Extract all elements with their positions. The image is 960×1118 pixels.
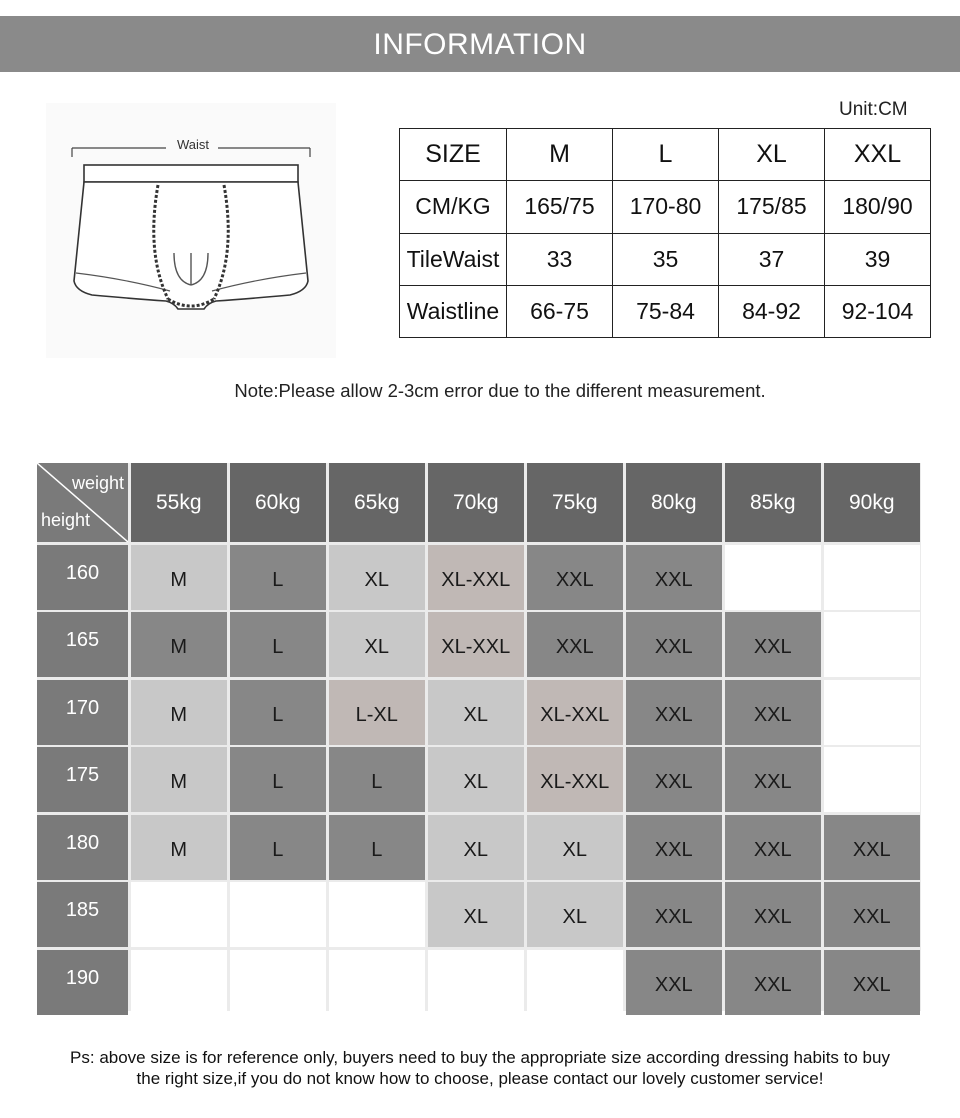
size-cell [527, 545, 624, 610]
size-row-cmkg [400, 181, 931, 233]
size-cell-label: XXL [654, 771, 693, 793]
size-cell-label: XL [463, 906, 488, 928]
size-header-row [400, 129, 931, 181]
corner-weight-label: weight [71, 473, 124, 493]
weight-column-header: 65kg [329, 463, 426, 542]
size-cell [527, 680, 624, 745]
size-cell-label: L [272, 703, 284, 726]
size-cell-label: L [371, 771, 383, 793]
size-cell [824, 815, 921, 880]
empty-cell [824, 612, 921, 677]
size-cell-label: L [272, 771, 284, 793]
empty-cell [329, 950, 426, 1015]
size-header-cell: XXL [825, 129, 931, 181]
empty-cell [230, 882, 327, 947]
size-cell [329, 545, 426, 610]
size-cell-label: XL-XXL [441, 568, 511, 591]
size-cell [824, 882, 921, 947]
height-row-header: 185 [37, 882, 128, 947]
row-label: Waistline [400, 285, 507, 337]
size-header-cell: L [613, 129, 719, 181]
table-cell: 35 [613, 233, 719, 285]
size-cell [428, 747, 525, 812]
unit-label: Unit:CM [839, 99, 908, 120]
size-cell-label: L [272, 838, 284, 861]
weight-column-header: 75kg [527, 463, 624, 542]
size-header-cell: SIZE [400, 129, 507, 181]
size-cell-label: XXL [852, 906, 891, 928]
size-cell [131, 680, 228, 745]
size-cell [725, 950, 822, 1015]
corner-header [37, 463, 128, 542]
height-row-header: 170 [37, 680, 128, 745]
size-cell [626, 545, 723, 610]
footer-line-1: Ps: above size is for reference only, buyers need to buy the appropriate size according dressing habits to buy [70, 1048, 890, 1067]
size-cell-label: XXL [654, 568, 693, 591]
size-cell-label: XXL [654, 838, 693, 861]
empty-cell [824, 747, 921, 812]
size-row-waistline [400, 285, 931, 337]
empty-cell [329, 882, 426, 947]
size-cell-label: M [170, 568, 188, 591]
boxer-brief-diagram [46, 103, 336, 358]
size-cell [725, 747, 822, 812]
size-cell [824, 950, 921, 1015]
size-cell [230, 747, 327, 812]
size-cell-label: XXL [852, 838, 891, 861]
height-row-header: 165 [37, 612, 128, 677]
height-row-header: 160 [37, 545, 128, 610]
waist-label: Waist [170, 137, 216, 152]
size-cell-label: L [272, 636, 284, 658]
size-cell [230, 612, 327, 677]
size-cell-label: XL-XXL [540, 771, 610, 793]
size-cell [626, 950, 723, 1015]
size-cell-label: XXL [753, 973, 792, 996]
footer-disclaimer [20, 1047, 940, 1089]
weight-column-header: 70kg [428, 463, 525, 542]
size-cell-label: XXL [555, 636, 594, 658]
size-cell [725, 815, 822, 880]
empty-cell [131, 950, 228, 1015]
size-cell-label: M [170, 636, 188, 658]
size-cell-label: XL-XXL [441, 636, 511, 658]
size-cell [329, 612, 426, 677]
size-cell [329, 815, 426, 880]
size-cell-label: XL [463, 703, 488, 726]
size-cell-label: XL [463, 838, 488, 861]
size-cell-label: XXL [654, 703, 693, 726]
row-label: CM/KG [400, 181, 507, 233]
size-cell-label: XXL [753, 703, 792, 726]
size-header-cell: XL [719, 129, 825, 181]
size-cell [230, 680, 327, 745]
size-cell [527, 747, 624, 812]
footer-line-2: the right size,if you do not know how to choose, please contact our lovely customer service! [136, 1069, 824, 1088]
size-cell [725, 882, 822, 947]
height-row-header: 180 [37, 815, 128, 880]
size-cell-label: M [170, 771, 188, 793]
size-cell [527, 882, 624, 947]
size-cell [626, 882, 723, 947]
size-cell [626, 747, 723, 812]
size-cell [428, 545, 525, 610]
empty-cell [428, 950, 525, 1015]
table-cell: 175/85 [719, 181, 825, 233]
empty-cell [131, 882, 228, 947]
size-cell [131, 612, 228, 677]
size-cell-label: XXL [654, 973, 693, 996]
size-cell-label: M [170, 838, 188, 861]
size-cell [527, 815, 624, 880]
size-cell-label: XXL [654, 636, 693, 658]
size-cell-label: XL [463, 771, 488, 793]
table-cell: 33 [507, 233, 613, 285]
size-cell-label: XL [364, 568, 389, 591]
weight-column-header: 90kg [824, 463, 921, 542]
size-cell-label: M [170, 703, 188, 726]
size-cell-label: XXL [753, 906, 792, 928]
size-cell [230, 545, 327, 610]
weight-column-header: 80kg [626, 463, 723, 542]
size-row-tilewaist [400, 233, 931, 285]
size-cell [626, 680, 723, 745]
size-cell [527, 612, 624, 677]
table-cell: 170-80 [613, 181, 719, 233]
size-cell [428, 882, 525, 947]
size-cell [230, 815, 327, 880]
size-cell [329, 680, 426, 745]
size-cell-label: XXL [753, 838, 792, 861]
size-cell-label: L [272, 568, 284, 591]
size-cell [725, 612, 822, 677]
size-cell-label: XXL [753, 771, 792, 793]
height-weight-size-chart [37, 463, 921, 1011]
size-cell-label: XL-XXL [540, 703, 610, 726]
table-cell: 84-92 [719, 285, 825, 337]
weight-column-header: 85kg [725, 463, 822, 542]
size-cell-label: XL [562, 906, 587, 928]
size-cell [428, 680, 525, 745]
size-cell-label: L-XL [355, 703, 398, 726]
size-cell [131, 545, 228, 610]
weight-column-header: 55kg [131, 463, 228, 542]
size-cell [428, 612, 525, 677]
size-header-cell: M [507, 129, 613, 181]
empty-cell [824, 680, 921, 745]
measurement-note: Note:Please allow 2-3cm error due to the different measurement. [234, 380, 766, 401]
row-label: TileWaist [400, 233, 507, 285]
size-cell [626, 815, 723, 880]
empty-cell [230, 950, 327, 1015]
size-cell [428, 815, 525, 880]
size-cell-label: XXL [753, 636, 792, 658]
height-row-header: 190 [37, 950, 128, 1015]
size-cell-label: XXL [654, 906, 693, 928]
table-cell: 180/90 [825, 181, 931, 233]
size-cell [725, 680, 822, 745]
size-cell-label: XXL [852, 973, 891, 996]
size-cell-label: XXL [555, 568, 594, 591]
table-cell: 66-75 [507, 285, 613, 337]
table-cell: 165/75 [507, 181, 613, 233]
size-cell [626, 612, 723, 677]
size-cell [329, 747, 426, 812]
size-cell-label: XL [364, 636, 389, 658]
table-cell: 37 [719, 233, 825, 285]
table-cell: 92-104 [825, 285, 931, 337]
empty-cell [824, 545, 921, 610]
size-cell-label: L [371, 838, 383, 861]
height-row-header: 175 [37, 747, 128, 812]
weight-column-header: 60kg [230, 463, 327, 542]
size-cell [131, 747, 228, 812]
empty-cell [725, 545, 822, 610]
table-cell: 39 [825, 233, 931, 285]
corner-height-label: height [41, 510, 91, 530]
size-cell [131, 815, 228, 880]
information-banner: INFORMATION [0, 16, 960, 72]
size-cell-label: XL [562, 838, 587, 861]
empty-cell [527, 950, 624, 1015]
size-spec-table [399, 128, 931, 338]
table-cell: 75-84 [613, 285, 719, 337]
